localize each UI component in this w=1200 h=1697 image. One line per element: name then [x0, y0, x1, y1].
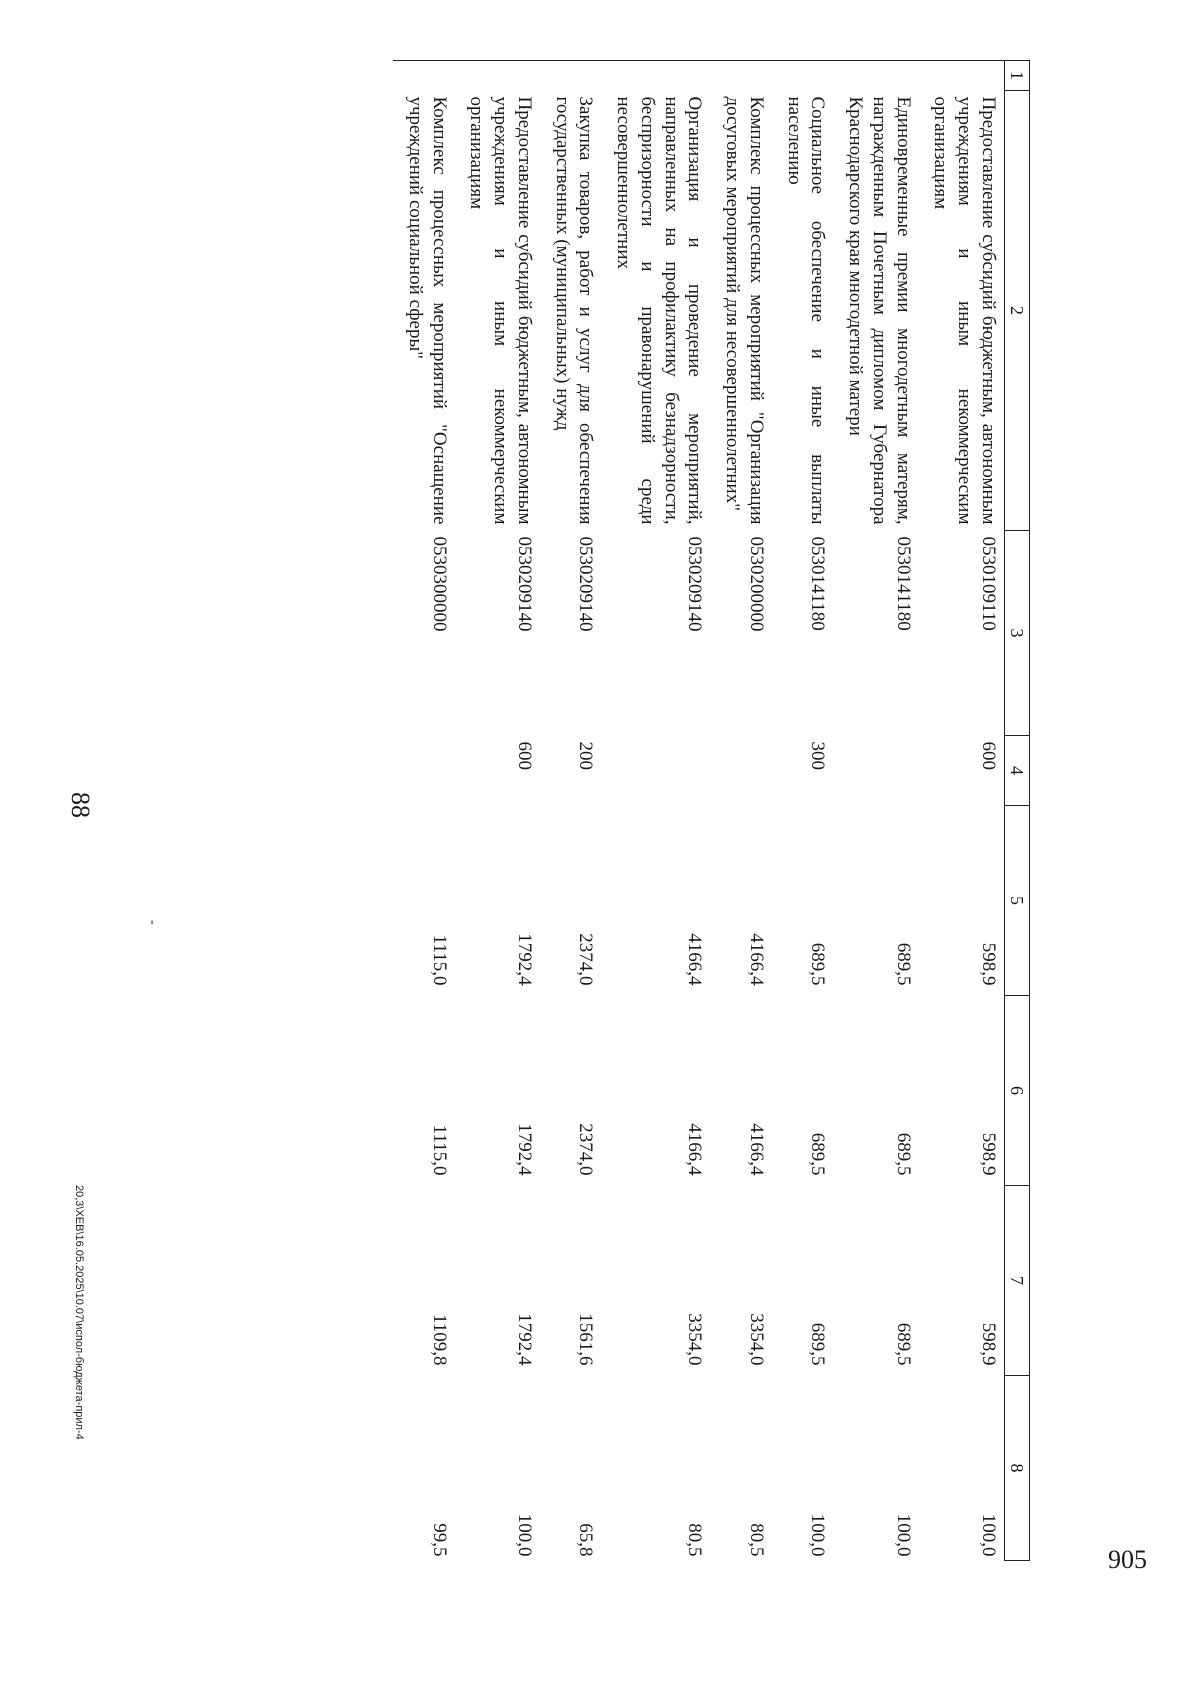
row-value-6: 4166,4 — [684, 1123, 706, 1176]
row-col-1 — [711, 61, 773, 91]
row-name: Комплекс процессных мероприятий "Организация досуговых мероприятий для несовершеннолетних" — [722, 96, 767, 525]
row-code: 0530141180 — [807, 536, 829, 631]
row-value-8: 100,0 — [514, 1513, 535, 1557]
row-value-5: 689,5 — [807, 942, 829, 986]
row-value-5: 1792,4 — [514, 933, 535, 986]
header-col-1: 1 — [1005, 61, 1030, 91]
row-kvr: 600 — [919, 736, 1005, 806]
row-col-1 — [540, 61, 602, 91]
row-col-1 — [919, 61, 1005, 91]
row-value-6: 1115,0 — [428, 1124, 450, 1176]
footer-file-code: 20,3\XEB\16.05.2025\10.07\испол-бюджета-прил-4 — [73, 1185, 85, 1440]
row-value-7: 598,9 — [919, 1186, 1005, 1376]
row-kvr: 600 — [514, 741, 535, 770]
header-col-2: 2 — [1005, 91, 1030, 531]
header-col-6: 6 — [1005, 996, 1030, 1186]
row-value-7: 689,5 — [807, 1322, 829, 1366]
table-row — [540, 61, 602, 1561]
row-col-1 — [602, 61, 711, 91]
header-col-4: 4 — [1005, 736, 1030, 806]
row-col-1 — [393, 61, 455, 91]
header-col-7: 7 — [1005, 1186, 1030, 1376]
row-name: Предоставление субсидий бюджетным, автономным учреждениям и иным некоммерческим организациям — [919, 91, 1005, 531]
row-kvr — [393, 736, 455, 806]
row-value-6: 598,9 — [919, 996, 1005, 1186]
row-value-7: 1792,4 — [514, 1313, 535, 1366]
row-value-6: 689,5 — [807, 1132, 829, 1176]
row-name: Закупка товаров, работ и услуг для обеспечения государственных (муниципальных) нужд — [551, 96, 597, 525]
row-value-8: 100,0 — [892, 1513, 914, 1557]
row-name: Социальное обеспечение и иные выплаты населению — [783, 96, 829, 525]
row-name: Комплекс процессных мероприятий "Оснащение учреждений социальной сферы" — [405, 96, 450, 525]
row-value-7: 1109,8 — [428, 1313, 450, 1366]
row-value-5: 4166,4 — [746, 933, 767, 986]
row-value-5: 689,5 — [892, 942, 914, 986]
row-code: 0530141180 — [892, 536, 914, 631]
row-value-6: 4166,4 — [746, 1123, 767, 1176]
sheet-number: 905 — [1108, 1545, 1147, 1574]
table-row — [393, 61, 455, 1561]
row-value-8: 65,8 — [575, 1523, 597, 1557]
row-col-1 — [772, 61, 834, 91]
header-col-5: 5 — [1005, 806, 1030, 996]
row-value-8: 100,0 — [919, 1376, 1005, 1561]
row-col-1 — [834, 61, 919, 91]
row-code: 0530109110 — [919, 531, 1005, 736]
row-value-5: 4166,4 — [684, 933, 706, 986]
row-kvr: 300 — [807, 741, 829, 770]
table-row — [711, 61, 773, 1561]
header-col-8: 8 — [1005, 1376, 1030, 1561]
row-code: 0530209140 — [575, 536, 597, 632]
row-value-8: 100,0 — [807, 1513, 829, 1557]
row-value-7: 3354,0 — [684, 1313, 706, 1366]
table-row — [772, 61, 834, 1561]
row-value-8: 80,5 — [746, 1523, 767, 1557]
row-kvr — [711, 736, 773, 806]
row-code: 0530209140 — [684, 536, 706, 632]
header-col-3: 3 — [1005, 531, 1030, 736]
row-value-8: 80,5 — [684, 1523, 706, 1557]
table-row — [919, 61, 1005, 1561]
row-value-5: 2374,0 — [575, 933, 597, 986]
row-kvr: 200 — [575, 741, 597, 770]
row-kvr — [834, 736, 919, 806]
row-value-7: 689,5 — [892, 1322, 914, 1366]
row-col-1 — [455, 61, 540, 91]
row-value-7: 3354,0 — [746, 1313, 767, 1366]
row-name: Единовременные премии многодетным матерям, награжденным Почетным дипломом Губернатора Краснодарского края многодетной матери — [845, 96, 914, 525]
row-value-8: 99,5 — [428, 1523, 450, 1557]
row-name: Предоставление субсидий бюджетным, автономным учреждениям и иным некоммерческим организациям — [466, 96, 535, 525]
row-value-5: 1115,0 — [428, 934, 450, 986]
row-name: Организация и проведение мероприятий, направленных на профилактику безнадзорности, беспризорности и правонарушений среди несовершеннолетних — [613, 96, 706, 525]
table-row — [455, 61, 540, 1561]
row-value-5: 598,9 — [919, 806, 1005, 996]
page-number: 88 — [66, 792, 95, 818]
row-code: 0530209140 — [514, 536, 535, 632]
table-header-row — [1005, 61, 1030, 1561]
rotated-page — [60, 0, 1200, 1610]
row-value-7: 1561,6 — [575, 1313, 597, 1366]
row-value-6: 1792,4 — [514, 1123, 535, 1176]
table-row — [602, 61, 711, 1561]
table-row — [834, 61, 919, 1561]
row-value-6: 2374,0 — [575, 1123, 597, 1176]
row-code: 0530200000 — [746, 536, 767, 632]
budget-table — [393, 60, 1030, 1561]
dash-mark: - — [145, 920, 160, 925]
row-kvr — [602, 736, 711, 806]
row-value-6: 689,5 — [892, 1132, 914, 1176]
row-code: 0530300000 — [428, 536, 450, 632]
